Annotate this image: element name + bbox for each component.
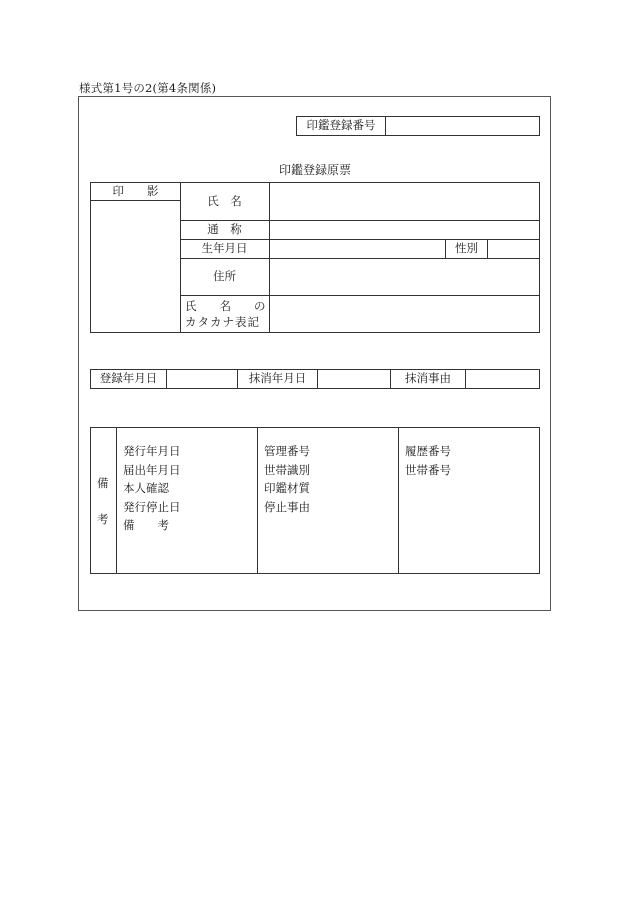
name-label: 氏 名	[207, 193, 242, 208]
remarks-item: 本人確認	[123, 481, 169, 496]
remarks-item: 届出年月日	[123, 462, 181, 477]
address-field[interactable]	[269, 259, 539, 295]
remarks-item: 発行停止日	[123, 499, 181, 514]
remarks-side-label-bottom: 考	[97, 512, 109, 526]
kana-field[interactable]	[269, 296, 539, 332]
divider	[257, 428, 258, 573]
registrant-table	[90, 182, 540, 333]
address-label: 住所	[213, 269, 236, 284]
remarks-item: 世帯識別	[264, 462, 310, 477]
seal-number-field[interactable]	[385, 117, 539, 135]
cancellation-date-field[interactable]	[317, 370, 390, 388]
alias-field[interactable]	[269, 221, 539, 239]
gender-field[interactable]	[487, 240, 539, 258]
cancellation-reason-field[interactable]	[465, 370, 539, 388]
remarks-box	[90, 427, 540, 574]
registration-date-field[interactable]	[166, 370, 237, 388]
seal-number-label: 印鑑登録番号	[306, 118, 376, 133]
divider	[398, 428, 399, 573]
gender-label: 性別	[445, 240, 487, 258]
name-field[interactable]	[269, 183, 539, 220]
remarks-column-3	[405, 442, 451, 479]
seal-image-label: 印 影	[91, 183, 180, 201]
seal-image-area[interactable]	[91, 201, 180, 332]
cancellation-reason-label: 抹消事由	[390, 370, 465, 388]
registration-date-label: 登録年月日	[99, 371, 158, 386]
kana-label	[180, 296, 269, 332]
remarks-item: 印鑑材質	[264, 481, 310, 496]
remarks-item: 管理番号	[264, 444, 310, 458]
form-caption: 様式第1号の2(第4条関係)	[79, 81, 217, 95]
birthdate-field[interactable]	[269, 240, 445, 258]
remarks-column-2	[264, 442, 310, 516]
dates-row	[90, 369, 540, 389]
birthdate-label: 生年月日	[201, 241, 248, 256]
alias-label: 通 称	[207, 222, 242, 237]
kana-label-line2: カタカナ表記	[185, 315, 260, 329]
seal-number-box	[296, 116, 540, 136]
form-title: 印鑑登録原票	[278, 163, 351, 177]
remarks-side-label-top: 備	[97, 476, 109, 490]
cancellation-date-label: 抹消年月日	[237, 370, 317, 388]
remarks-item: 備 考	[123, 518, 169, 533]
remarks-item: 発行年月日	[123, 444, 181, 458]
remarks-item: 世帯番号	[405, 462, 451, 477]
kana-label-line1: 氏 名 の	[185, 299, 266, 313]
remarks-item: 停止事由	[264, 499, 310, 514]
divider	[116, 428, 117, 573]
remarks-item: 履歴番号	[405, 444, 451, 458]
remarks-column-1	[123, 442, 181, 535]
